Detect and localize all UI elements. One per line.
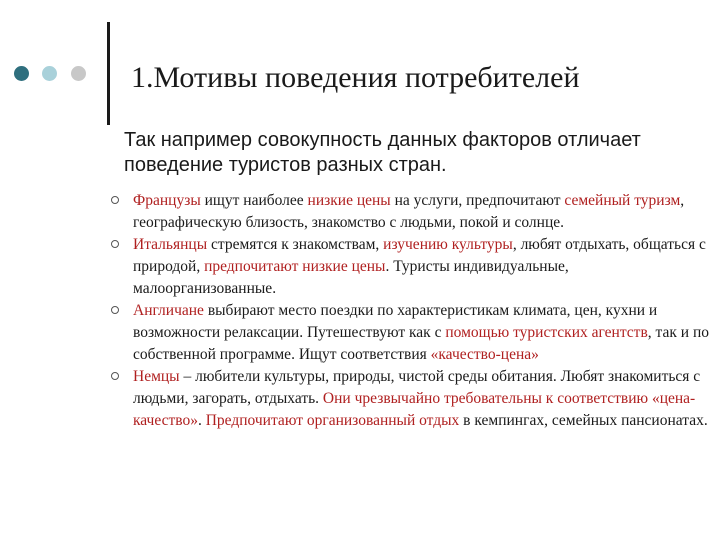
item-text: . — [197, 412, 206, 429]
highlighted-text: изучению культуры — [383, 236, 513, 253]
circle-bullet-icon — [111, 240, 119, 248]
slide-title: 1.Мотивы поведения потребителей — [131, 61, 580, 94]
list-item — [110, 190, 710, 234]
dark-dot — [14, 66, 29, 81]
list-item — [110, 234, 710, 300]
item-text: на услуги, предпочитают — [390, 192, 565, 209]
circle-bullet-icon — [111, 196, 119, 204]
item-text: , так и по собственной программе. Ищут соответствия — [133, 324, 709, 363]
item-text: . Туристы индивидуальные, малоорганизованные. — [133, 258, 569, 297]
highlighted-text: семейный туризм — [564, 192, 681, 209]
pale-dot — [71, 66, 86, 81]
highlighted-text: Англичане — [133, 302, 204, 319]
list-item — [110, 300, 710, 366]
highlighted-text: Предпочитают организованный отдых — [205, 412, 460, 429]
highlighted-text: Итальянцы — [133, 236, 208, 253]
list-item — [110, 366, 710, 432]
item-text: выбирают место поездки по характеристикам климата, цен, кухни и возможности релаксации. Путешествуют как с — [133, 302, 658, 341]
highlighted-text: Они чрезвычайно требовательны к соответствию «цена-качество» — [133, 390, 696, 429]
title-divider — [107, 22, 110, 125]
item-text: стремятся к знакомствам, — [207, 236, 384, 253]
item-text: ищут наиболее — [200, 192, 308, 209]
highlighted-text: предпочитают низкие цены — [204, 258, 386, 275]
highlighted-text: помощью туристских агентств — [445, 324, 648, 341]
circle-bullet-icon — [111, 372, 119, 380]
intro-paragraph: Так например совокупность данных факторов отличает поведение туристов разных стран. — [124, 129, 641, 176]
light-dot — [42, 66, 57, 81]
highlighted-text: Немцы — [133, 368, 180, 385]
highlighted-text: низкие цены — [307, 192, 391, 209]
highlighted-text: Французы — [133, 192, 201, 209]
bullet-list — [110, 190, 710, 432]
circle-bullet-icon — [111, 306, 119, 314]
highlighted-text: «качество-цена» — [430, 346, 539, 363]
item-text: в кемпингах, семейных пансионатах. — [459, 412, 708, 429]
item-text: , географическую близость, знакомство с людьми, покой и солнце. — [133, 192, 685, 231]
item-text: – любители культуры, природы, чистой среды обитания. Любят знакомиться с людьми, загорать, отдыхать. — [133, 368, 701, 407]
item-text: , любят отдыхать, общаться с природой, — [133, 236, 706, 275]
